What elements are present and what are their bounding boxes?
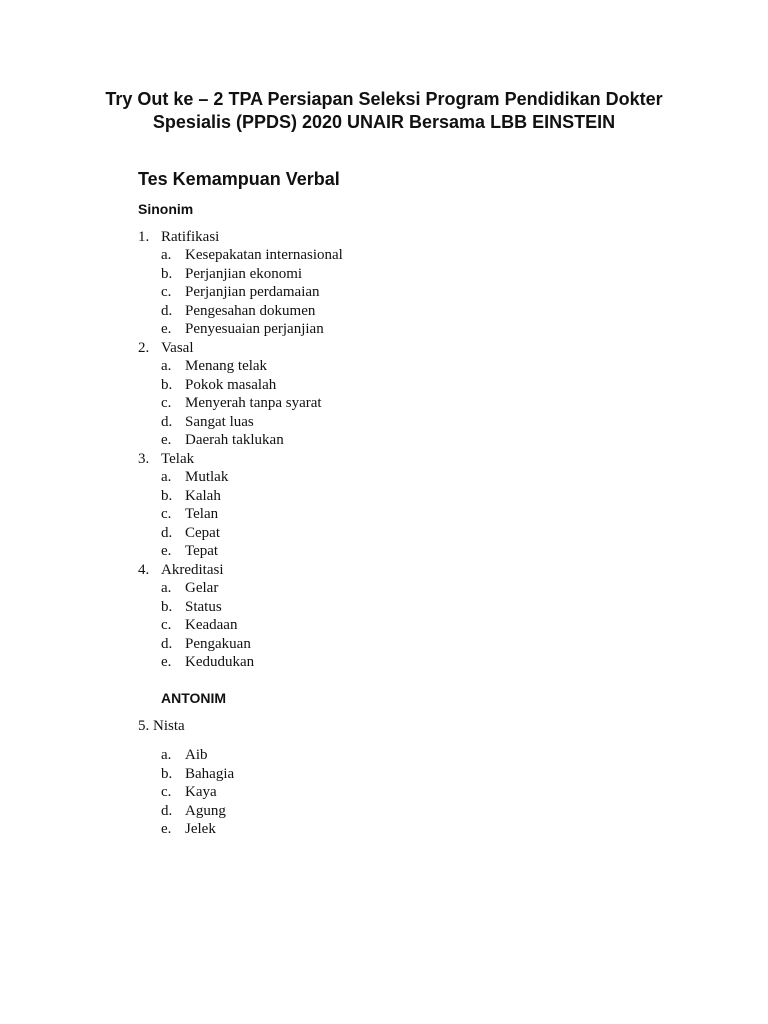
question-number: 5.: [138, 718, 150, 734]
option-item: [138, 413, 322, 431]
option-text: Pengesahan dokumen: [185, 302, 316, 319]
option-text: Perjanjian ekonomi: [185, 265, 303, 282]
option-text: Tepat: [185, 543, 219, 560]
title-line-2: Spesialis (PPDS) 2020 UNAIR Bersama LBB EINSTEIN: [152, 112, 616, 132]
option-letter: d.: [161, 413, 173, 430]
question-number: 3.: [138, 451, 150, 467]
question-3: [138, 450, 228, 560]
option-letter: a.: [161, 469, 172, 486]
option-text: Jelek: [185, 821, 216, 838]
option-letter: b.: [161, 265, 173, 282]
option-text: Kesepakatan internasional: [185, 247, 343, 264]
option-text: Status: [185, 598, 222, 615]
option-text: Gelar: [185, 580, 219, 597]
option-item: [138, 357, 322, 375]
option-letter: c.: [161, 506, 172, 523]
option-letter: b.: [161, 765, 173, 782]
option-letter: b.: [161, 598, 173, 615]
option-letter: d.: [161, 302, 173, 319]
option-item: [138, 579, 254, 597]
option-item: [138, 376, 322, 394]
option-item: [138, 431, 322, 449]
option-letter: a.: [161, 580, 172, 597]
question-2: [138, 339, 322, 449]
option-text: Keadaan: [185, 617, 238, 634]
question-number: 4.: [138, 562, 150, 578]
option-letter: c.: [161, 395, 172, 412]
option-text: Aib: [185, 747, 208, 764]
option-letter: e.: [161, 321, 172, 338]
option-item: [138, 487, 228, 505]
option-item: [138, 283, 343, 301]
question-4: [138, 561, 254, 671]
option-item: [138, 598, 254, 616]
option-text: Pengakuan: [185, 635, 251, 652]
option-item: [138, 542, 228, 560]
question-1: [138, 228, 343, 338]
option-letter: e.: [161, 654, 172, 671]
option-item: [138, 616, 254, 634]
option-letter: e.: [161, 543, 172, 560]
option-item: [138, 783, 234, 801]
question-5: [138, 717, 234, 838]
option-letter: c.: [161, 617, 172, 634]
option-item: [138, 320, 343, 338]
option-letter: a.: [161, 358, 172, 375]
document-title: [100, 88, 668, 134]
option-item: [138, 468, 228, 486]
option-text: Agung: [185, 802, 226, 819]
option-text: Telan: [185, 506, 219, 523]
option-item: [138, 746, 234, 764]
option-text: Kaya: [185, 784, 217, 801]
option-text: Mutlak: [185, 469, 229, 486]
option-item: [138, 635, 254, 653]
option-text: Sangat luas: [185, 413, 254, 430]
antonim-heading: ANTONIM: [161, 690, 227, 706]
option-item: [138, 802, 234, 820]
option-text: Menang telak: [185, 358, 268, 375]
question-number: 1.: [138, 229, 150, 245]
question-word: Ratifikasi: [161, 229, 220, 245]
option-letter: e.: [161, 821, 172, 838]
option-text: Kalah: [185, 487, 221, 504]
option-letter: d.: [161, 802, 173, 819]
option-text: Daerah taklukan: [185, 432, 284, 449]
option-letter: a.: [161, 247, 172, 264]
option-text: Pokok masalah: [185, 376, 277, 393]
option-letter: d.: [161, 524, 173, 541]
option-letter: b.: [161, 376, 173, 393]
option-item: [138, 394, 322, 412]
option-item: [138, 302, 343, 320]
option-item: [138, 765, 234, 783]
option-text: Bahagia: [185, 765, 235, 782]
option-item: [138, 653, 254, 671]
question-word: Vasal: [161, 340, 194, 356]
option-letter: a.: [161, 747, 172, 764]
option-letter: d.: [161, 635, 173, 652]
option-letter: e.: [161, 432, 172, 449]
question-word: Telak: [161, 451, 195, 467]
option-text: Penyesuaian perjanjian: [185, 321, 324, 338]
option-text: Cepat: [185, 524, 220, 541]
question-word: Nista: [153, 718, 185, 734]
sinonim-heading: Sinonim: [138, 201, 194, 217]
option-letter: c.: [161, 784, 172, 801]
option-text: Menyerah tanpa syarat: [185, 395, 322, 412]
option-item: [138, 265, 343, 283]
option-text: Perjanjian perdamaian: [185, 284, 320, 301]
section-title: Tes Kemampuan Verbal: [138, 169, 340, 189]
option-text: Kedudukan: [185, 654, 255, 671]
option-item: [138, 246, 343, 264]
question-number: 2.: [138, 340, 150, 356]
option-letter: c.: [161, 284, 172, 301]
title-line-1: Try Out ke – 2 TPA Persiapan Seleksi Program Pendidikan Dokter: [105, 89, 663, 109]
option-item: [138, 820, 234, 838]
option-letter: b.: [161, 487, 173, 504]
question-word: Akreditasi: [161, 562, 224, 578]
option-item: [138, 524, 228, 542]
option-item: [138, 505, 228, 523]
